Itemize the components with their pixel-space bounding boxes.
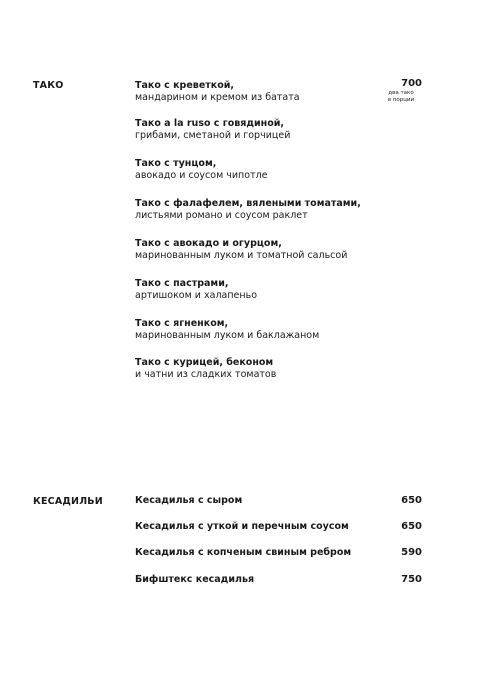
quesadilla-item-name: Кесадилья с уткой и перечным соусом [135,521,349,532]
taco-item [135,357,395,381]
taco-item-desc: маринованным луком и баклажаном [135,330,320,341]
tacos-price-note-line-2: в порции [387,97,415,103]
quesadilla-item [135,521,422,533]
taco-item-name: Тако с креветкой, [135,80,235,91]
taco-item-desc: листьями романо и соусом раклет [135,210,308,221]
taco-item [135,318,395,342]
quesadilla-item [135,574,422,586]
taco-item-name: Тако с ягненком, [135,318,229,329]
taco-item-name: Тако с курицей, беконом [135,357,274,368]
taco-item-name: Тако с авокадо и огурцом, [135,238,282,249]
taco-item-name: Тако с пастрами, [135,278,229,289]
tacos-price-note-line-1: два тако [388,90,414,96]
quesadilla-item [135,495,422,507]
section-title-quesadillas: КЕСАДИЛЬИ [33,496,103,507]
section-title-tacos: ТАКО [33,80,64,91]
taco-item [135,158,395,182]
quesadilla-item-name: Кесадилья с копченым свиным ребром [135,547,352,558]
quesadilla-item-price: 650 [401,495,422,506]
taco-item-desc: и чатни из сладких томатов [135,369,277,380]
quesadilla-item-name: Кесадилья с сыром [135,495,243,506]
taco-item-name: Тако с тунцом, [135,158,217,169]
quesadilla-item-name: Бифштекс кесадилья [135,574,255,585]
quesadilla-item [135,547,422,559]
quesadilla-item-price: 750 [401,574,422,585]
taco-item-desc: маринованным луком и томатной сальсой [135,250,348,261]
taco-item [135,118,395,142]
taco-item [135,278,395,302]
quesadilla-item-price: 650 [401,521,422,532]
taco-item [135,238,395,262]
taco-item-desc: авокадо и соусом чипотле [135,170,268,181]
tacos-price: 700 [401,78,422,89]
taco-item [135,80,395,104]
taco-item-name: Тако с фалафелем, вялеными томатами, [135,198,361,209]
taco-item [135,198,395,222]
taco-item-desc: мандарином и кремом из батата [135,92,300,103]
taco-item-desc: артишоком и халапеньо [135,290,258,301]
taco-item-desc: грибами, сметаной и горчицей [135,130,291,141]
quesadilla-item-price: 590 [401,547,422,558]
taco-item-name: Тако a la ruso с говядиной, [135,118,285,129]
